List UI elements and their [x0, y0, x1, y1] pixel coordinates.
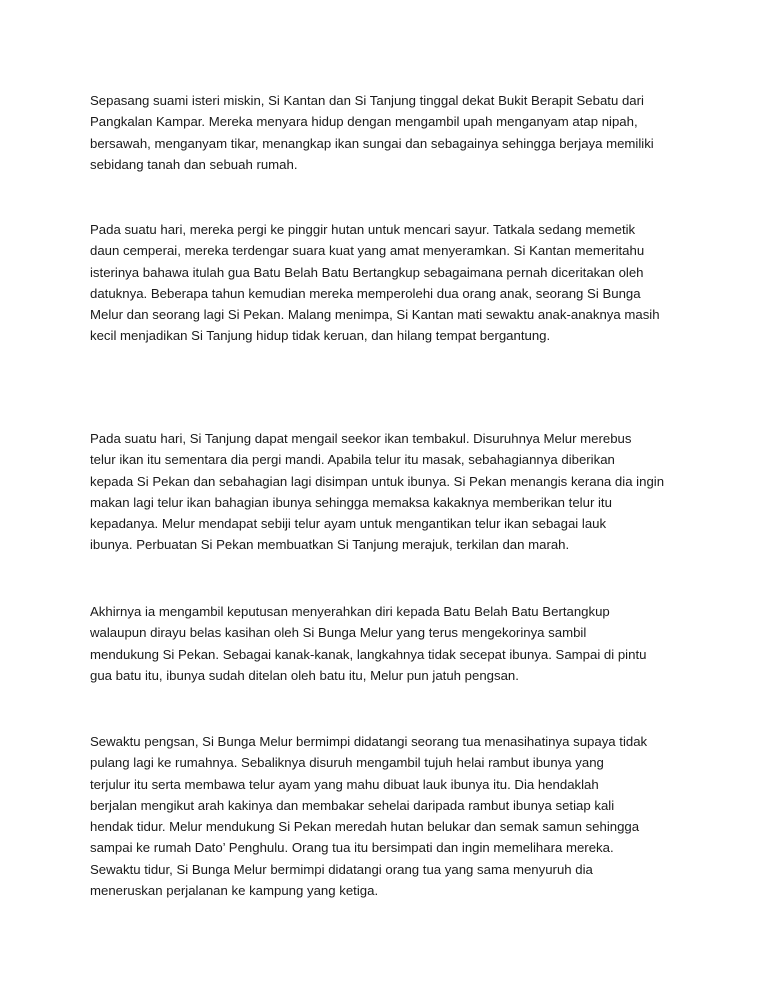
text-line: makan lagi telur ikan bahagian ibunya sehingga memaksa kakaknya memberikan telur itu [90, 494, 612, 510]
text-line: ibunya. Perbuatan Si Pekan membuatkan Si Tanjung merajuk, terkilan dan marah. [90, 537, 570, 553]
paragraph-1 [90, 90, 690, 175]
text-line: pulang lagi ke rumahnya. Sebaliknya disuruh mengambil tujuh helai rambut ibunya yang [90, 755, 604, 771]
paragraph-4 [90, 601, 690, 686]
text-line: datuknya. Beberapa tahun kemudian mereka memperolehi dua orang anak, seorang Si Bunga [90, 285, 641, 301]
text-line: Sewaktu pengsan, Si Bunga Melur bermimpi didatangi seorang tua menasihatinya supaya tidak [90, 734, 648, 749]
paragraph-2 [90, 219, 690, 347]
text-line: berjalan mengikut arah kakinya dan membakar sehelai daripada rambut ibunya setiap kali [90, 797, 615, 813]
text-line: Akhirnya ia mengambil keputusan menyerahkan diri kepada Batu Belah Batu Bertangkup [90, 604, 610, 619]
text-line: daun cemperai, mereka terdengar suara kuat yang amat menyeramkan. Si Kantan memeritahu [90, 243, 645, 259]
text-line: mendukung Si Pekan. Sebagai kanak-kanak, langkahnya tidak secepat ibunya. Sampai di pintu [90, 646, 647, 662]
text-line: bersawah, menganyam tikar, menangkap ikan sungai dan sebagainya sehingga berjaya memiliki [90, 135, 654, 151]
text-line: Pangkalan Kampar. Mereka menyara hidup dengan mengambil upah menganyam atap nipah, [90, 114, 638, 130]
text-line: kecil menjadikan Si Tanjung hidup tidak keruan, dan hilang tempat bergantung. [90, 328, 551, 344]
text-line: terjulur itu serta membawa telur ayam yang mahu dibuat lauk ibunya itu. Dia hendaklah [90, 776, 599, 792]
text-line: Sepasang suami isteri miskin, Si Kantan dan Si Tanjung tinggal dekat Bukit Berapit Sebatu dari [90, 93, 644, 108]
text-line: telur ikan itu sementara dia pergi mandi. Apabila telur itu masak, sebahagiannya diberikan [90, 452, 615, 468]
text-line: hendak tidur. Melur mendukung Si Pekan meredah hutan belukar dan semak samun sehingga [90, 819, 640, 835]
text-line: Pada suatu hari, mereka pergi ke pinggir hutan untuk mencari sayur. Tatkala sedang memetik [90, 222, 636, 237]
text-line: meneruskan perjalanan ke kampung yang ketiga. [90, 883, 379, 899]
text-line: walaupun dirayu belas kasihan oleh Si Bunga Melur yang terus mengekorinya sambil [90, 625, 587, 641]
text-line: kepada Si Pekan dan sebahagian lagi disimpan untuk ibunya. Si Pekan menangis kerana dia ingin [90, 473, 665, 489]
text-line: kepadanya. Melur mendapat sebiji telur ayam untuk mengantikan telur ikan sebagai lauk [90, 516, 607, 532]
text-line: Sewaktu tidur, Si Bunga Melur bermimpi didatangi orang tua yang sama menyuruh dia [90, 861, 593, 877]
text-line: sampai ke rumah Dato’ Penghulu. Orang tua itu bersimpati dan ingin memelihara mereka. [90, 840, 614, 856]
text-line: isterinya bahawa itulah gua Batu Belah Batu Bertangkup sebagaimana pernah diceritakan oleh [90, 264, 644, 280]
paragraph-3 [90, 428, 690, 556]
text-line: Melur dan seorang lagi Si Pekan. Malang menimpa, Si Kantan mati sewaktu anak-anaknya masih [90, 307, 660, 323]
text-line: gua batu itu, ibunya sudah ditelan oleh batu itu, Melur pun jatuh pengsan. [90, 667, 519, 683]
text-line: Pada suatu hari, Si Tanjung dapat mengail seekor ikan tembakul. Disuruhnya Melur merebus [90, 431, 632, 446]
paragraph-5 [90, 731, 690, 901]
text-line: sebidang tanah dan sebuah rumah. [90, 156, 298, 172]
